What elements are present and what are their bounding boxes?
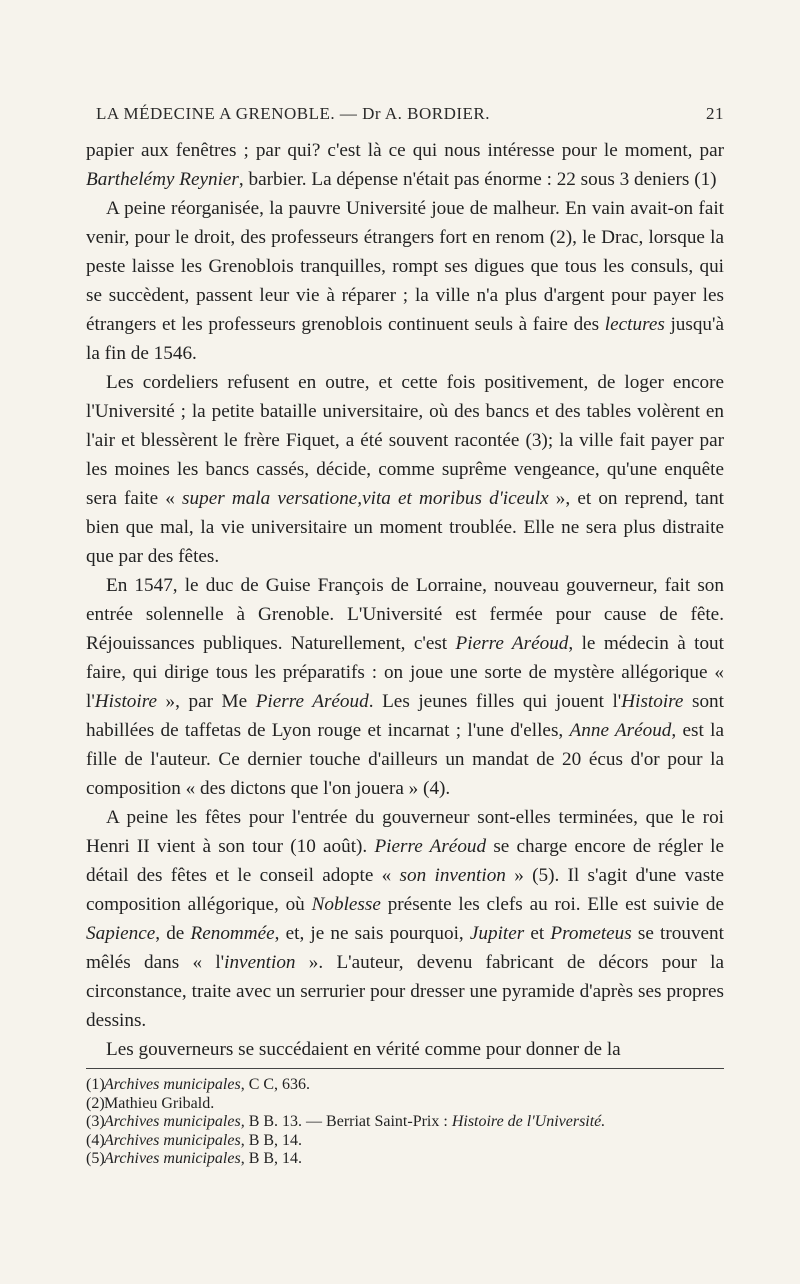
paragraph: [86, 136, 724, 194]
text-run: ». L'auteur, devenu fabricant de décors pour la circonstance, traite avec un serrurier pour dresser une pyramide d'après ses propres dessins.: [86, 952, 725, 1031]
footnote: [86, 1150, 724, 1169]
italic-text: lectures: [604, 314, 665, 335]
footnote-number: (2): [86, 1094, 105, 1112]
italic-text: Pierre Aréoud: [374, 836, 487, 857]
paragraph: [86, 1035, 724, 1064]
text-run: », par Me: [156, 691, 256, 712]
italic-text: Archives municipales: [104, 1131, 241, 1149]
paragraph: [86, 194, 724, 368]
italic-text: Renommée: [190, 923, 275, 944]
italic-text: Pierre Aréoud: [455, 633, 569, 654]
italic-text: Prometeus: [550, 923, 632, 944]
italic-text: super mala versatione,vita et moribus d'iceulx: [182, 488, 549, 509]
italic-text: Archives municipales: [104, 1076, 241, 1093]
footnote-number: (4): [86, 1131, 105, 1149]
paragraph: [86, 368, 724, 571]
page-number: 21: [706, 104, 724, 123]
footnote: [86, 1132, 724, 1151]
text-run: , barbier. La dépense n'était pas énorme : 22 sous 3 deniers (1): [238, 169, 717, 190]
text-run: A peine les fêtes pour l'entrée du gouverneur sont-elles terminées, que le roi Henri II vient à son tour (10 août).: [86, 807, 724, 857]
italic-text: Pierre Aréoud: [255, 691, 369, 712]
italic-text: Archives municipales,: [104, 1113, 245, 1130]
text-run: sont habillées de taffetas de Lyon rouge et incarnat ; l'une d'elles,: [86, 691, 724, 741]
italic-text: Histoire de l'Université.: [451, 1113, 606, 1130]
text-run: Les cordeliers refusent en outre, et cette fois positivement, de loger encore l'Université ; la petite bataille universitaire, où des bancs et des tables volèrent en l'air et blessèrent le frère Fiquet, a été souvent racontée (3); la ville fait payer par les moines les bancs cassés, décide, comme suprême vengeance, qu'une enquête sera faite «: [86, 372, 724, 509]
text-run: . Les jeunes filles qui jouent l': [368, 691, 622, 712]
footnote: [86, 1095, 724, 1114]
footnote-number: (3): [86, 1113, 105, 1130]
italic-text: invention: [224, 952, 296, 973]
footnote: [86, 1113, 724, 1132]
text-run: En 1547, le duc de Guise François de Lorraine, nouveau gouverneur, fait son entrée solennelle à Grenoble. L'Université est fermée pour cause de fête. Réjouissances publiques. Naturellement, c'est: [86, 575, 724, 654]
italic-text: Jupiter: [469, 923, 525, 944]
text-run: , de: [155, 923, 191, 944]
text-run: , B B, 14.: [240, 1131, 303, 1149]
italic-text: Sapience: [86, 923, 156, 944]
text-run: » (5). Il s'agit d'une vaste composition allégorique, où: [86, 865, 725, 915]
text-run: se trouvent mêlés dans « l': [86, 923, 724, 973]
text-run: », et on reprend, tant bien que mal, la vie universitaire un moment troublée. Elle ne sera plus distraite que par des fêtes.: [86, 488, 724, 567]
paragraph: [86, 571, 724, 803]
footnotes: [86, 1076, 724, 1169]
text-run: se charge encore de régler le détail des fêtes et le conseil adopte «: [86, 836, 724, 886]
text-run: jusqu'à la fin de 1546.: [86, 314, 724, 364]
footnote-rule: [86, 1068, 724, 1069]
italic-text: Noblesse: [311, 894, 381, 915]
text-run: présente les clefs au roi. Elle est suivie de: [380, 894, 724, 915]
italic-text: Histoire: [94, 691, 157, 712]
text-run: , est la fille de l'auteur. Ce dernier touche d'ailleurs un mandat de 20 écus d'or pour la composition « des dictons que l'on jouera » (4).: [86, 720, 724, 799]
italic-text: Archives municipales: [104, 1150, 241, 1167]
italic-text: Barthelémy Reynier: [86, 169, 239, 190]
italic-text: Histoire: [621, 691, 684, 712]
text-run: A peine réorganisée, la pauvre Université joue de malheur. En vain avait-on fait venir, pour le droit, des professeurs étrangers fort en renom (2), le Drac, lorsque la peste laisse les Grenoblois tranquilles, rompt ses digues que tous les consuls, qui se succèdent, passent leur vie à réparer ; la ville n'a plus d'argent pour payer les étrangers et les professeurs grenoblois continuent seuls à faire des: [86, 198, 724, 335]
text-run: B B. 13. — Berriat Saint-Prix :: [244, 1113, 452, 1130]
paragraph: [86, 803, 724, 1035]
text-run: , C C, 636.: [240, 1076, 311, 1093]
text-run: , B B, 14.: [240, 1150, 303, 1167]
footnote-number: (5): [86, 1150, 105, 1167]
text-run: , et, je ne sais pourquoi,: [274, 923, 470, 944]
italic-text: Anne Aréoud: [569, 720, 672, 741]
text-run: papier aux fenêtres ; par qui? c'est là ce qui nous intéresse pour le moment, par: [86, 140, 724, 161]
body-text: [86, 136, 724, 1064]
footnote-number: (1): [86, 1076, 105, 1093]
italic-text: son invention: [399, 865, 506, 886]
text-run: Mathieu Gribald.: [104, 1094, 215, 1112]
text-run: , le médecin à tout faire, qui dirige tous les préparatifs : on joue une sorte de mystère allégorique « l': [86, 633, 724, 712]
text-run: et: [524, 923, 551, 944]
text-run: Les gouverneurs se succédaient en vérité comme pour donner de la: [106, 1039, 621, 1060]
footnote: [86, 1076, 724, 1095]
running-title: LA MÉDECINE A GRENOBLE. — Dr A. BORDIER.: [96, 104, 490, 123]
